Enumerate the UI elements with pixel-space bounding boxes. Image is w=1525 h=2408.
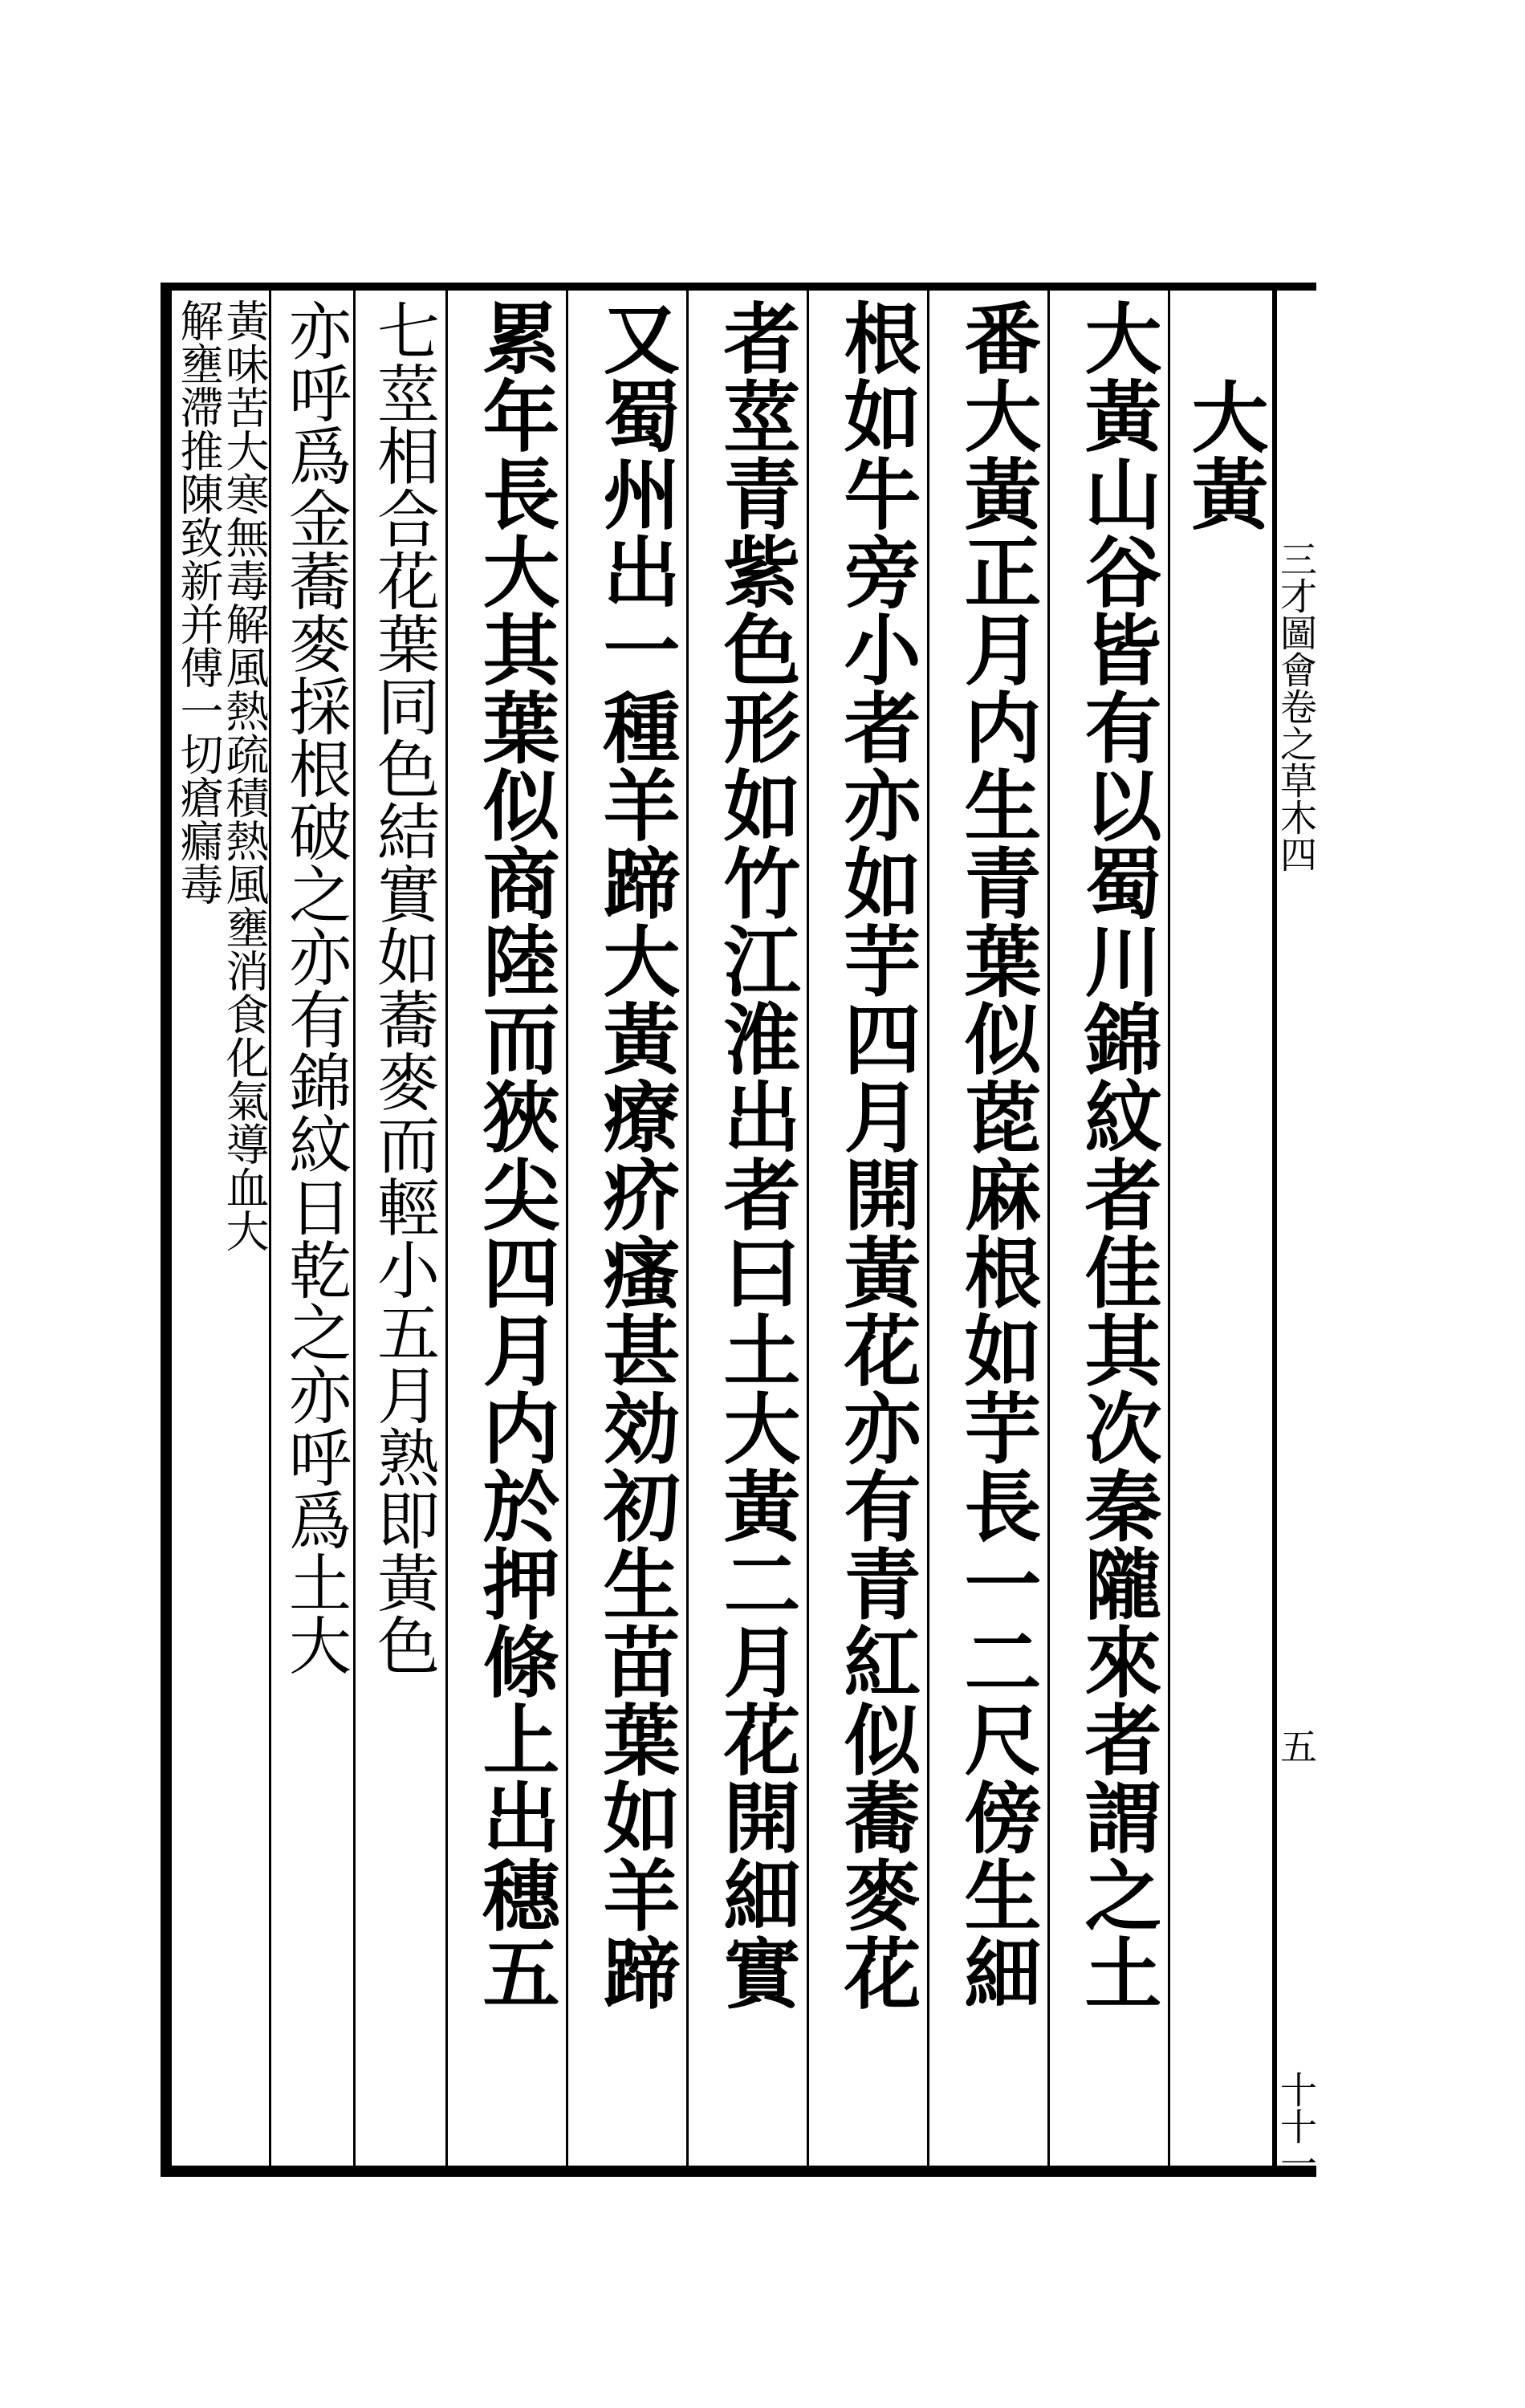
text-column-10: 解壅滯推陳致新并傅一切瘡瘺毒 [173, 299, 224, 905]
column-rule [686, 291, 689, 2166]
text-column-9: 黃味苦大寒無毒解風熱疏積熱風壅消食化氣導血大 [219, 299, 270, 1252]
margin-leaf-number: 五 [1275, 1727, 1318, 1764]
text-column-7: 七莖相合花葉同色結實如蕎麥而輕小五月熟即黃色 [367, 299, 439, 1676]
column-rule [807, 291, 809, 2166]
text-column-2: 番大黃正月内生青葉似萞麻根如芋長一二尺傍生細 [952, 299, 1043, 2011]
text-column-4: 者莖青紫色形如竹江淮出者曰土大黃二月花開細實 [711, 299, 802, 2011]
text-column-6: 累年長大其葉似商陸而狹尖四月内於押條上出穗五 [470, 299, 561, 2011]
column-rule [1047, 291, 1050, 2166]
margin-book-title: 三才圖會卷之草木四 [1275, 540, 1318, 872]
column-rule [566, 291, 568, 2166]
column-rule [1168, 291, 1170, 2166]
text-column-3: 根如牛旁小者亦如芋四月開黃花亦有青紅似蕎麥花 [832, 299, 922, 2011]
entry-heading: 大黃 [1179, 377, 1270, 531]
text-column-8: 亦呼爲金蕎麥採根破之亦有錦紋日乾之亦呼爲土大 [279, 299, 351, 1676]
margin-page-number: 十十一 [1275, 2071, 1318, 2182]
text-column-1: 大黃山谷皆有以蜀川錦紋者佳其次秦隴來者謂之土 [1072, 299, 1163, 2011]
column-rule [353, 291, 356, 2166]
column-rule [927, 291, 929, 2166]
column-rule [445, 291, 448, 2166]
text-column-5: 又蜀州出一種羊蹄大黃療疥瘙甚効初生苗葉如羊蹄 [591, 299, 681, 2011]
